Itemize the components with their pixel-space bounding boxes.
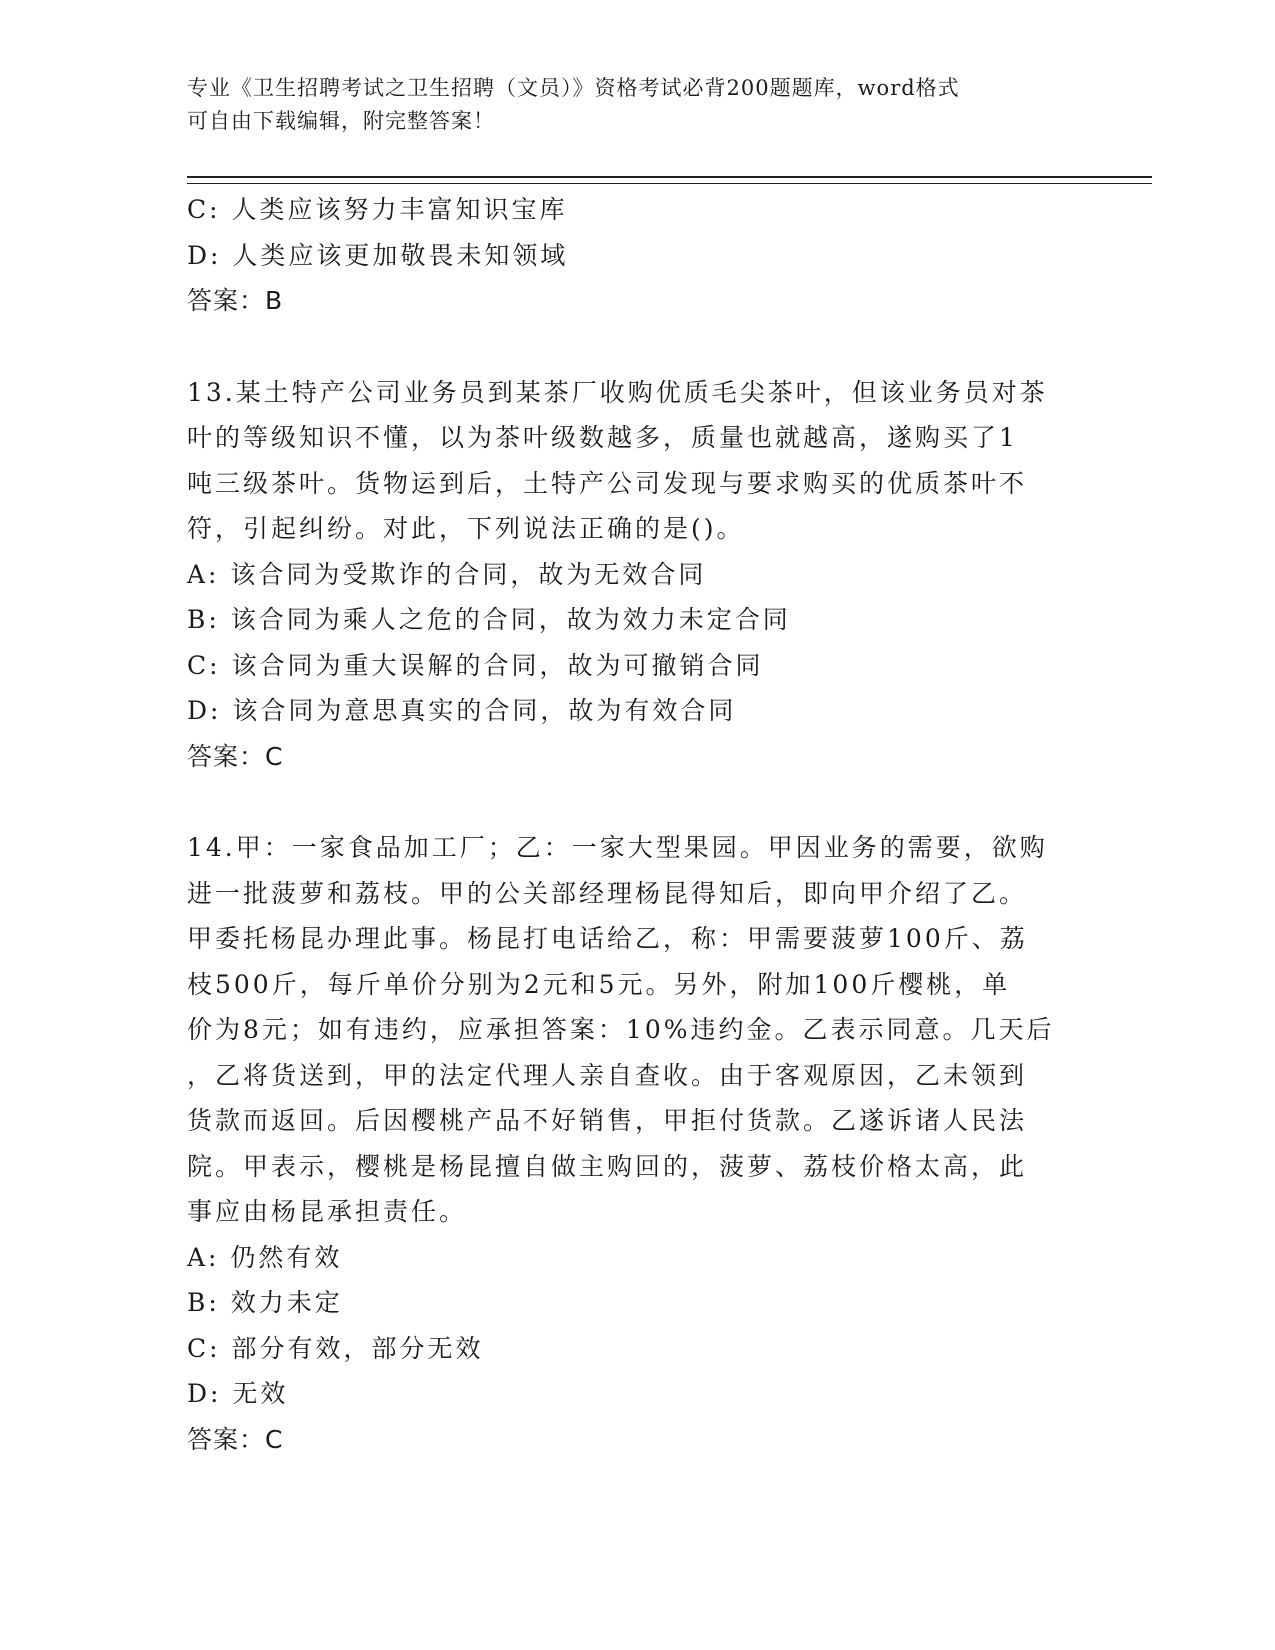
option-c: C: 该合同为重大误解的合同，故为可撤销合同 [187, 650, 764, 680]
answer-line: 答案：B [187, 286, 284, 315]
question-12-tail [187, 187, 1067, 324]
page-header [187, 72, 1067, 138]
question-stem-line: 枝500斤，每斤单价分别为2元和5元。另外，附加100斤樱桃，单 [187, 969, 1011, 999]
question-stem-line: ，乙将货送到，甲的法定代理人亲自查收。由于客观原因，乙未领到 [187, 1060, 1028, 1090]
header-line-1: 专业《卫生招聘考试之卫生招聘（文员）》资格考试必背200题题库，word格式 [187, 76, 960, 100]
option-c: C: 部分有效，部分无效 [187, 1333, 484, 1363]
question-stem-line: 13.某土特产公司业务员到某茶厂收购优质毛尖茶叶，但该业务员对茶 [187, 377, 1048, 407]
question-stem-line: 价为8元；如有违约，应承担答案：10%违约金。乙表示同意。几天后 [187, 1015, 1055, 1044]
option-b: B: 效力未定 [187, 1288, 343, 1317]
answer-line: 答案：C [187, 1424, 284, 1454]
document-body [187, 187, 1067, 1462]
answer-line: 答案：C [187, 741, 284, 771]
question-stem-line: 14.甲：一家食品加工厂；乙：一家大型果园。甲因业务的需要，欲购 [187, 833, 1048, 862]
option-a: A: 仍然有效 [187, 1242, 343, 1272]
option-c: C: 人类应该努力丰富知识宝库 [187, 195, 568, 224]
question-13 [187, 370, 1067, 780]
question-stem-line: 事应由杨昆承担责任。 [187, 1197, 468, 1226]
question-stem-line: 进一批菠萝和荔枝。甲的公关部经理杨昆得知后，即向甲介绍了乙。 [187, 878, 1028, 908]
option-b: B: 该合同为乘人之危的合同，故为效力未定合同 [187, 605, 791, 634]
option-a: A: 该合同为受欺诈的合同，故为无效合同 [187, 559, 707, 589]
option-d: D: 人类应该更加敬畏未知领域 [187, 240, 569, 270]
spacer [187, 324, 1067, 370]
question-stem-line: 货款而返回。后因樱桃产品不好销售，甲拒付货款。乙遂诉诸人民法 [187, 1106, 1028, 1135]
question-stem-line: 甲委托杨昆办理此事。杨昆打电话给乙，称：甲需要菠萝100斤、荔 [187, 924, 1028, 953]
header-line-2: 可自由下载编辑，附完整答案！ [187, 109, 495, 133]
option-d: D: 该合同为意思真实的合同，故为有效合同 [187, 696, 737, 725]
question-stem-line: 叶的等级知识不懂，以为茶叶级数越多，质量也就越高，遂购买了1 [187, 423, 1018, 452]
question-stem-line: 院。甲表示，樱桃是杨昆擅自做主购回的，菠萝、荔枝价格太高，此 [187, 1151, 1028, 1181]
question-stem-line: 吨三级茶叶。货物运到后，土特产公司发现与要求购买的优质茶叶不 [187, 468, 1028, 498]
spacer [187, 779, 1067, 825]
option-d: D: 无效 [187, 1379, 289, 1408]
question-stem-line: 符，引起纠纷。对此，下列说法正确的是()。 [187, 514, 745, 543]
header-divider [187, 176, 1152, 184]
question-14 [187, 825, 1067, 1462]
